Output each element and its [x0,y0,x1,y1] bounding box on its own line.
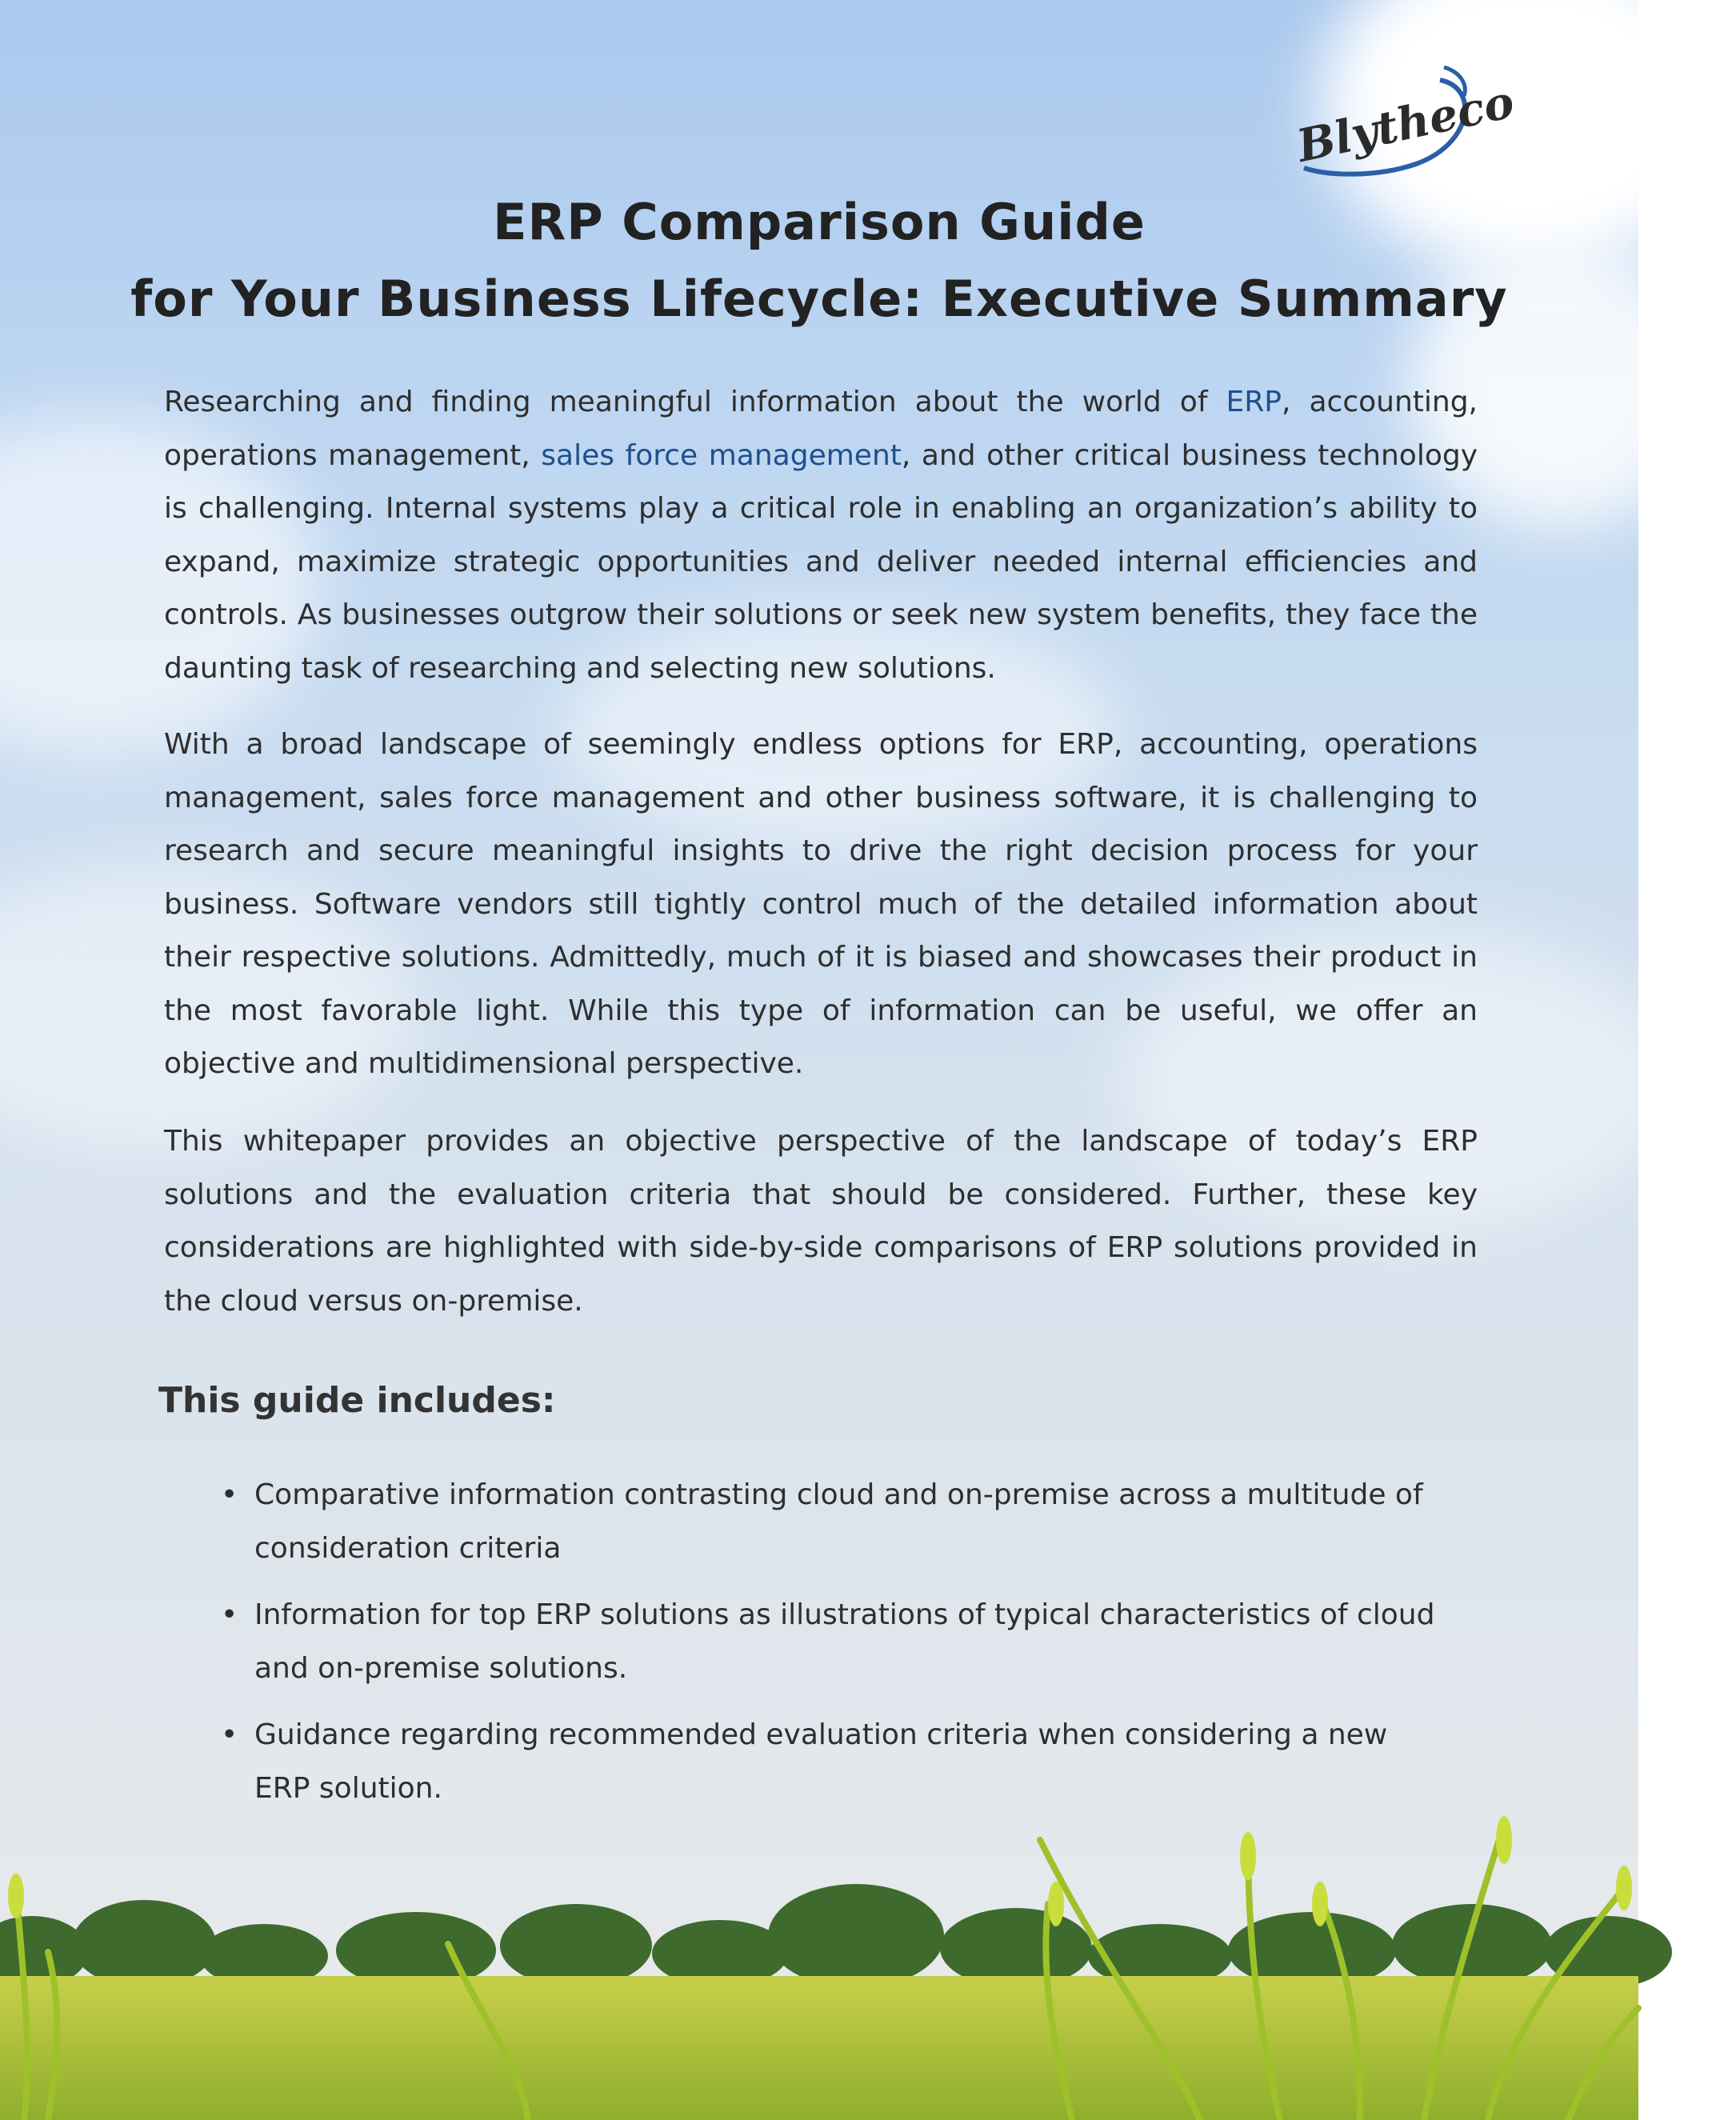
erp-link[interactable]: ERP [1226,386,1282,418]
landscape-paragraph: With a broad landscape of seemingly endless options for ERP, accounting, operations management, sales force management and other business software, it is challenging to research and secure meaningful insights to drive the right decision process for your business. Software vendors still tightly control much of the detailed information about their respective solutions. Admittedly, much of it is biased and showcases their product in the most favorable light. While this type of information can be useful, we offer an objective and multidimensional perspective. [164,728,1478,1080]
guide-heading: This guide includes: [158,1380,556,1421]
list-item: • Comparative information contrasting cloud and on-premise across a multitude of consideration criteria [254,1469,1438,1575]
intro-text-3: , and other critical business technology is challenging. Internal systems play a critical role in enabling an organization’s ability to expand, maximize strategic opportunities and deliver needed internal efficiencies and controls. As businesses outgrow their solutions or seek new system benefits, they face the daunting task of researching and selecting new solutions. [164,438,1478,685]
intro-paragraph [164,376,1478,695]
intro-text-1: Researching and finding meaningful information about the world of [164,386,1226,418]
rice-field-scene [0,1856,1638,2120]
list-item: • Guidance regarding recommended evaluation criteria when considering a new ERP solution. [254,1709,1438,1815]
list-item: • Information for top ERP solutions as illustrations of typical characteristics of cloud and on-premise solutions. [254,1589,1438,1695]
svg-text:Blytheco: Blytheco [1292,75,1519,173]
tree-line [0,1884,1672,1989]
title-line-2: for Your Business Lifecycle: Executive Summary [130,270,1508,328]
title-line-1: ERP Comparison Guide [493,193,1146,251]
sales-force-management-link[interactable]: sales force management [541,438,902,472]
guide-list [254,1469,1438,1829]
blytheco-logo [1280,56,1519,192]
page-title [0,184,1638,338]
intro-text-2: , accounting, operations management, [164,386,1478,472]
whitepaper-paragraph: This whitepaper provides an objective perspective of the landscape of today’s ERP solutions and the evaluation criteria that should be considered. Further, these key considerations are highlighted with side-by-side comparisons of ERP solutions provided in the cloud versus on-premise. [164,1125,1478,1318]
